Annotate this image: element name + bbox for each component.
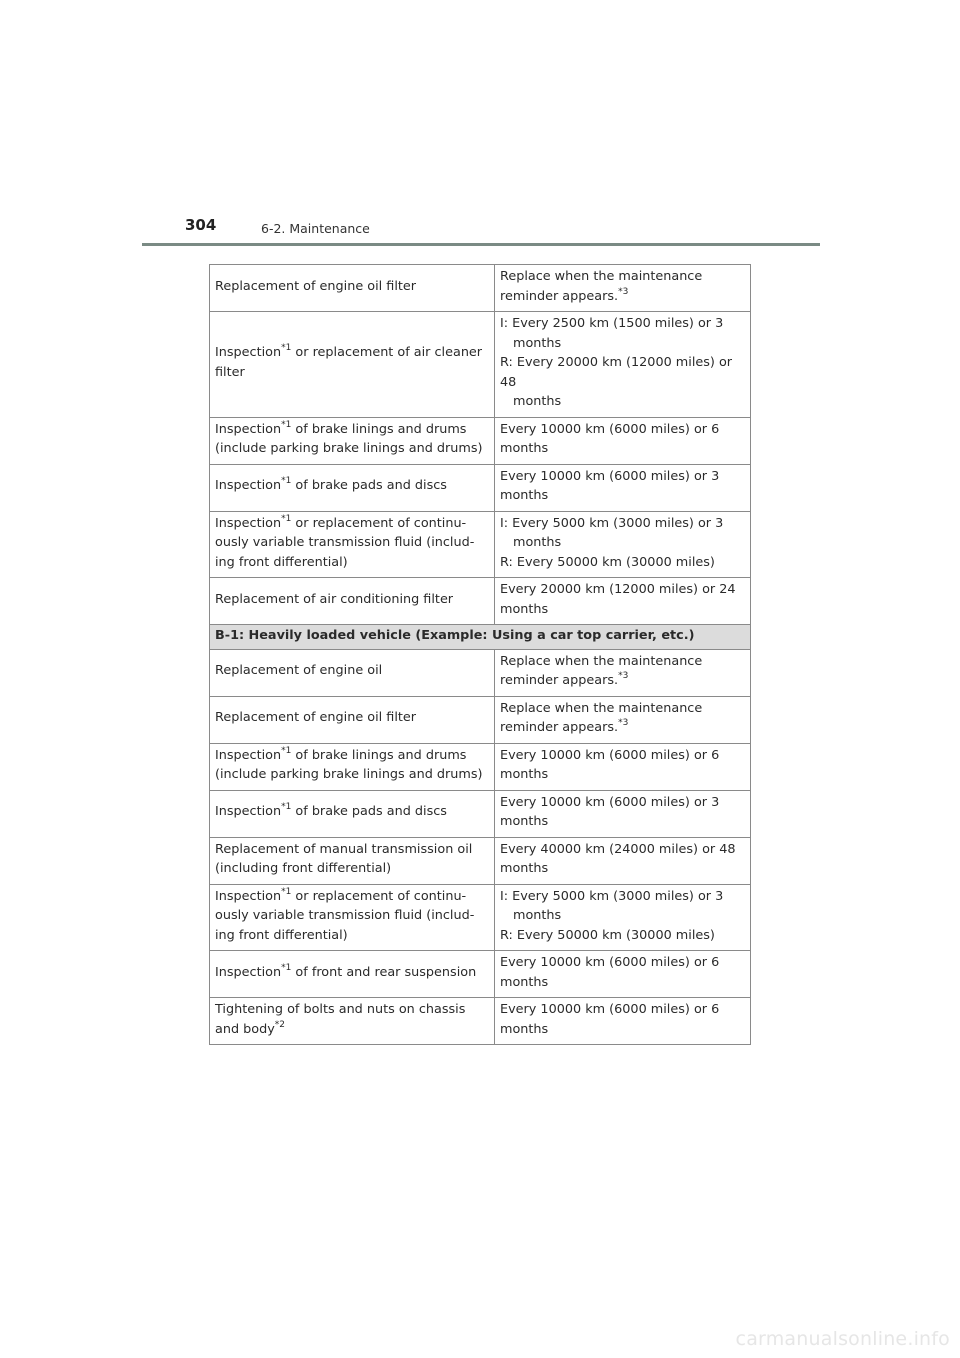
interval-cell [495, 511, 751, 578]
table-row [210, 265, 751, 312]
group-label: B-1: Heavily loaded vehicle (Example: Using a car top carrier, etc.) [215, 628, 695, 643]
table-row [210, 417, 751, 464]
item-text: or replacement of air cleaner filter [215, 345, 483, 380]
interval-cell [495, 696, 751, 743]
interval-text: reminder appears. [500, 720, 619, 735]
item-cell [210, 649, 495, 696]
item-text: Inspection [215, 515, 282, 531]
footnote-mark: *1 [281, 886, 292, 897]
interval-cell [495, 578, 751, 625]
watermark: carmanualsonline.info [735, 1328, 950, 1350]
table-row [210, 951, 751, 998]
interval-text: I: Every 5000 km (3000 miles) or 3 [500, 515, 724, 531]
footnote-mark: *1 [281, 802, 292, 813]
item-cell [210, 790, 495, 837]
item-text: or replacement of continu-ously variable transmission fluid (includ-ing front differential) [215, 888, 475, 943]
footnote-mark: *1 [281, 476, 292, 487]
footnote-mark: *2 [274, 1019, 286, 1030]
table-row [210, 837, 751, 884]
table-row [210, 884, 751, 951]
interval-text: Every 10000 km (6000 miles) or 6 months [500, 1002, 720, 1037]
table-row [210, 743, 751, 790]
interval-cell [495, 649, 751, 696]
interval-cell [495, 265, 751, 312]
interval-text: Every 10000 km (6000 miles) or 3 months [500, 794, 720, 829]
item-text: of front and rear suspension [291, 964, 477, 980]
item-text: Inspection [215, 345, 282, 361]
interval-text: Every 40000 km (24000 miles) or 48 months [500, 841, 736, 876]
table-row [210, 790, 751, 837]
item-text: Inspection [215, 804, 282, 820]
interval-cell [495, 417, 751, 464]
interval-text: reminder appears. [500, 288, 619, 304]
interval-text: months [513, 335, 562, 351]
item-text: Inspection [215, 964, 282, 980]
interval-text: Every 10000 km (6000 miles) or 6 months [500, 421, 720, 456]
page-number: 304 [185, 216, 217, 234]
interval-text: months [513, 908, 562, 923]
interval-text: Replace when the maintenance [500, 653, 703, 669]
interval-text: months [513, 535, 562, 550]
item-text: Inspection [215, 421, 282, 437]
section-title: 6-2. Maintenance [261, 221, 370, 236]
item-cell [210, 511, 495, 578]
item-cell [210, 884, 495, 951]
footnote-mark: *1 [281, 513, 292, 524]
footnote-mark: *3 [618, 286, 629, 297]
item-cell [210, 696, 495, 743]
item-cell [210, 837, 495, 884]
maintenance-schedule-table [209, 264, 751, 1045]
table-row [210, 312, 751, 418]
item-cell [210, 464, 495, 511]
interval-cell [495, 312, 751, 418]
interval-cell [495, 998, 751, 1045]
footnote-mark: *3 [618, 718, 629, 728]
item-text: of brake pads and discs [291, 804, 447, 820]
footnote-mark: *3 [618, 671, 629, 681]
item-text: Inspection [215, 478, 282, 494]
table-row [210, 998, 751, 1045]
table-row [210, 696, 751, 743]
interval-text: R: Every 50000 km (30000 miles) [500, 554, 715, 570]
item-text: of brake linings and drums (include parking brake linings and drums) [215, 421, 483, 456]
item-text: Replacement of engine oil filter [215, 278, 417, 294]
footnote-mark: *1 [281, 343, 292, 354]
item-text: of brake linings and drums (include parking brake linings and drums) [215, 747, 483, 782]
header-divider [142, 243, 820, 246]
group-header-cell [210, 625, 751, 650]
footnote-mark: *1 [281, 419, 292, 430]
item-text: Replacement of engine oil filter [215, 710, 417, 726]
group-header-row [210, 625, 751, 650]
interval-text: Every 20000 km (12000 miles) or 24 months [500, 582, 736, 617]
item-text: or replacement of continu-ously variable transmission fluid (includ-ing front differential) [215, 515, 475, 570]
interval-cell [495, 951, 751, 998]
interval-cell [495, 884, 751, 951]
item-cell [210, 312, 495, 418]
table-row [210, 649, 751, 696]
interval-text: Replace when the maintenance [500, 700, 703, 716]
interval-text: Replace when the maintenance [500, 269, 703, 284]
item-text: Replacement of manual transmission oil (including front differential) [215, 841, 473, 876]
item-text: of brake pads and discs [291, 478, 447, 494]
item-cell [210, 578, 495, 625]
interval-text: months [513, 394, 562, 409]
interval-text: R: Every 20000 km (12000 miles) or 48 [500, 355, 733, 390]
item-cell [210, 998, 495, 1045]
item-text: Inspection [215, 888, 282, 904]
interval-cell [495, 464, 751, 511]
table-row [210, 511, 751, 578]
item-cell [210, 951, 495, 998]
item-cell [210, 743, 495, 790]
footnote-mark: *1 [281, 745, 292, 756]
item-text: Replacement of engine oil [215, 663, 383, 679]
item-text: Inspection [215, 747, 282, 763]
item-text: Replacement of air conditioning filter [215, 591, 454, 607]
item-text: Tightening of bolts and nuts on chassis and body [215, 1002, 466, 1037]
interval-text: Every 10000 km (6000 miles) or 6 months [500, 747, 720, 782]
interval-cell [495, 790, 751, 837]
footnote-mark: *1 [281, 962, 292, 973]
interval-text: Every 10000 km (6000 miles) or 3 months [500, 468, 720, 503]
interval-text: I: Every 5000 km (3000 miles) or 3 [500, 888, 724, 904]
item-cell [210, 265, 495, 312]
interval-text: Every 10000 km (6000 miles) or 6 months [500, 955, 720, 990]
interval-cell [495, 837, 751, 884]
interval-text: I: Every 2500 km (1500 miles) or 3 [500, 316, 724, 331]
table-row [210, 578, 751, 625]
interval-text: reminder appears. [500, 673, 619, 688]
interval-cell [495, 743, 751, 790]
interval-text: R: Every 50000 km (30000 miles) [500, 927, 715, 943]
table-row [210, 464, 751, 511]
item-cell [210, 417, 495, 464]
